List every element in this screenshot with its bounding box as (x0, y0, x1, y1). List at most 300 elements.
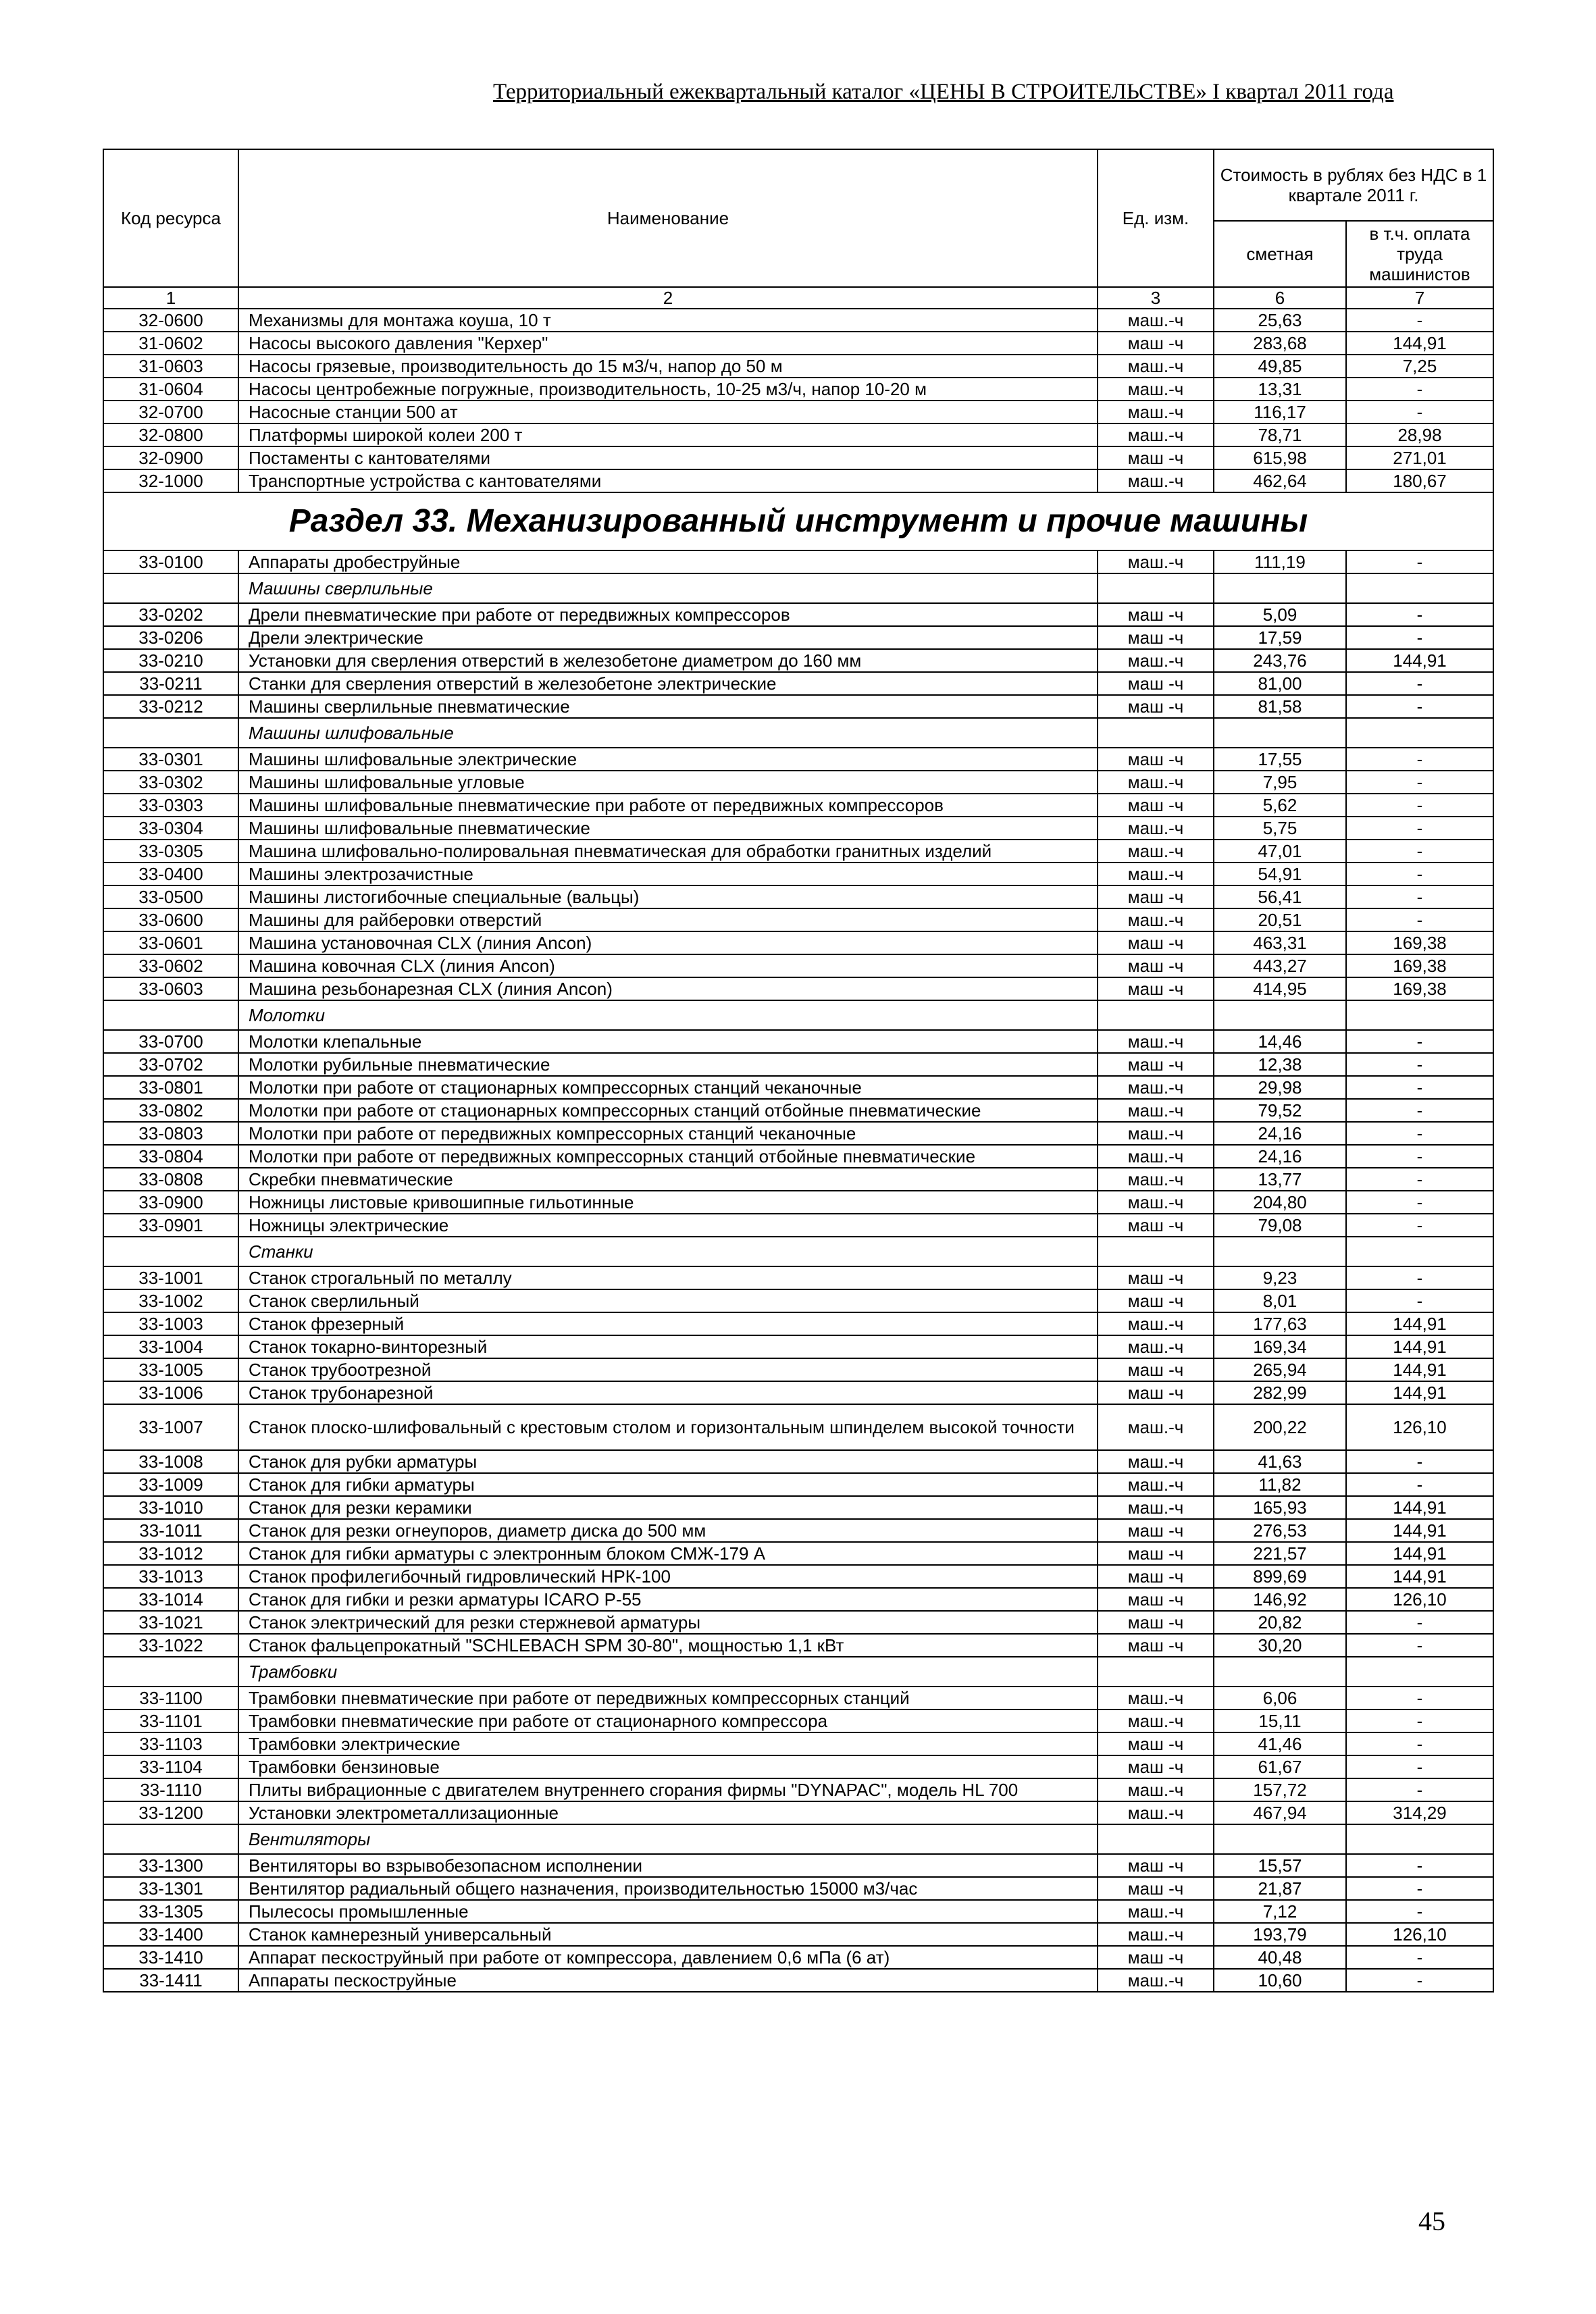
resource-code: 33-1400 (103, 1923, 238, 1946)
resource-name: Станок камнерезный универсальный (238, 1923, 1098, 1946)
unit-cell: маш.-ч (1098, 1923, 1214, 1946)
table-row (103, 748, 1493, 771)
unit-cell: маш -ч (1098, 1732, 1214, 1755)
unit-cell: маш.-ч (1098, 649, 1214, 672)
resource-code: 33-0700 (103, 1030, 238, 1053)
resource-code: 33-1301 (103, 1877, 238, 1900)
wage-cell: 144,91 (1346, 1312, 1493, 1335)
cost-cell: 24,16 (1214, 1145, 1346, 1168)
table-row (103, 378, 1493, 401)
table-row (103, 863, 1493, 885)
unit-cell: маш.-ч (1098, 1030, 1214, 1053)
unit-cell: маш -ч (1098, 1611, 1214, 1634)
cost-cell: 462,64 (1214, 469, 1346, 492)
wage-cell: - (1346, 748, 1493, 771)
wage-cell: 144,91 (1346, 332, 1493, 355)
wage-cell: - (1346, 1473, 1493, 1496)
table-row (103, 1450, 1493, 1473)
cost-cell: 79,08 (1214, 1214, 1346, 1237)
cost-cell: 56,41 (1214, 885, 1346, 908)
table-row (103, 1076, 1493, 1099)
unit-cell: маш.-ч (1098, 863, 1214, 885)
empty-cell (103, 718, 238, 748)
table-row (103, 355, 1493, 378)
resource-name: Станок плоско-шлифовальный с крестовым столом и горизонтальным шпинделем высокой точности (238, 1404, 1098, 1450)
unit-cell: маш -ч (1098, 954, 1214, 977)
resource-name: Установки для сверления отверстий в железобетоне диаметром до 160 мм (238, 649, 1098, 672)
resource-name: Молотки при работе от стационарных компрессорных станций отбойные пневматические (238, 1099, 1098, 1122)
unit-cell: маш.-ч (1098, 908, 1214, 931)
table-row (103, 954, 1493, 977)
resource-code: 33-1001 (103, 1266, 238, 1289)
resource-name: Плиты вибрационные с двигателем внутреннего сгорания фирмы "DYNAPAC", модель HL 700 (238, 1778, 1098, 1801)
unit-cell: маш -ч (1098, 977, 1214, 1000)
unit-cell: маш.-ч (1098, 550, 1214, 573)
resource-code: 33-1300 (103, 1854, 238, 1877)
resource-name: Станок профилегибочный гидровлический НРК-100 (238, 1565, 1098, 1588)
resource-name: Насосы грязевые, производительность до 15 м3/ч, напор до 50 м (238, 355, 1098, 378)
table-row (103, 1214, 1493, 1237)
wage-cell: - (1346, 626, 1493, 649)
table-row (103, 332, 1493, 355)
wage-cell: - (1346, 550, 1493, 573)
wage-cell: - (1346, 863, 1493, 885)
table-row (103, 1877, 1493, 1900)
unit-cell: маш.-ч (1098, 1687, 1214, 1709)
cost-cell: 24,16 (1214, 1122, 1346, 1145)
unit-cell: маш.-ч (1098, 1168, 1214, 1191)
wage-cell: - (1346, 1030, 1493, 1053)
subsection-row (103, 718, 1493, 748)
resource-name: Машина резьбонарезная CLX (линия Ancon) (238, 977, 1098, 1000)
wage-cell: - (1346, 1611, 1493, 1634)
table-header-row (103, 149, 1493, 221)
resource-code: 33-0302 (103, 771, 238, 794)
wage-cell: 169,38 (1346, 977, 1493, 1000)
table-row (103, 1854, 1493, 1877)
resource-name: Машины для райберовки отверстий (238, 908, 1098, 931)
cost-cell: 11,82 (1214, 1473, 1346, 1496)
resource-code: 33-0803 (103, 1122, 238, 1145)
wage-cell: 144,91 (1346, 1358, 1493, 1381)
table-row (103, 649, 1493, 672)
resource-name: Насосные станции 500 ат (238, 401, 1098, 423)
unit-cell: маш.-ч (1098, 1404, 1214, 1450)
empty-cell (1214, 1000, 1346, 1030)
cost-cell: 79,52 (1214, 1099, 1346, 1122)
resource-code: 33-0212 (103, 695, 238, 718)
column-number: 7 (1346, 287, 1493, 309)
resource-code: 31-0603 (103, 355, 238, 378)
resource-name: Машины шлифовальные электрические (238, 748, 1098, 771)
resource-name: Трамбовки пневматические при работе от передвижных компрессорных станций (238, 1687, 1098, 1709)
resource-name: Станок электрический для резки стержневой арматуры (238, 1611, 1098, 1634)
unit-cell: маш -ч (1098, 1358, 1214, 1381)
unit-cell: маш.-ч (1098, 1900, 1214, 1923)
table-row (103, 1778, 1493, 1801)
resource-code: 33-0901 (103, 1214, 238, 1237)
resource-code: 33-1007 (103, 1404, 238, 1450)
resource-name: Станок фальцепрокатный "SCHLEBACH SPM 30-80", мощностью 1,1 кВт (238, 1634, 1098, 1657)
subsection-row (103, 1000, 1493, 1030)
header-wage: в т.ч. оплата труда машинистов (1346, 221, 1493, 287)
wage-cell: - (1346, 1732, 1493, 1755)
wage-cell: - (1346, 309, 1493, 332)
catalog-header: Территориальный ежеквартальный каталог «ЦЕНЫ В СТРОИТЕЛЬСТВЕ» I квартал 2011 года (493, 80, 1394, 104)
wage-cell: - (1346, 771, 1493, 794)
table-row (103, 401, 1493, 423)
unit-cell: маш.-ч (1098, 1778, 1214, 1801)
resource-code: 33-0601 (103, 931, 238, 954)
unit-cell: маш -ч (1098, 1588, 1214, 1611)
unit-cell: маш.-ч (1098, 378, 1214, 401)
table-row (103, 1335, 1493, 1358)
empty-cell (1346, 718, 1493, 748)
wage-cell: 144,91 (1346, 1335, 1493, 1358)
cost-cell: 146,92 (1214, 1588, 1346, 1611)
wage-cell: - (1346, 1755, 1493, 1778)
table-row (103, 1496, 1493, 1519)
empty-cell (103, 1000, 238, 1030)
header-name: Наименование (238, 149, 1098, 287)
resource-name: Станок трубоотрезной (238, 1358, 1098, 1381)
wage-cell: - (1346, 794, 1493, 817)
unit-cell: маш -ч (1098, 1877, 1214, 1900)
cost-cell: 157,72 (1214, 1778, 1346, 1801)
resource-code: 33-0211 (103, 672, 238, 695)
resource-code: 33-1011 (103, 1519, 238, 1542)
resource-code: 33-1021 (103, 1611, 238, 1634)
wage-cell: - (1346, 1687, 1493, 1709)
unit-cell: маш.-ч (1098, 1122, 1214, 1145)
table-row (103, 423, 1493, 446)
cost-cell: 177,63 (1214, 1312, 1346, 1335)
table-row (103, 1289, 1493, 1312)
table-row (103, 672, 1493, 695)
resource-name: Ножницы листовые кривошипные гильотинные (238, 1191, 1098, 1214)
unit-cell: маш.-ч (1098, 1312, 1214, 1335)
resource-name: Станок для гибки арматуры (238, 1473, 1098, 1496)
wage-cell: 314,29 (1346, 1801, 1493, 1824)
cost-cell: 61,67 (1214, 1755, 1346, 1778)
header-cost-group: Стоимость в рублях без НДС в 1 квартале 2011 г. (1214, 149, 1493, 221)
cost-cell: 20,82 (1214, 1611, 1346, 1634)
column-number: 6 (1214, 287, 1346, 309)
cost-cell: 111,19 (1214, 550, 1346, 573)
table-row (103, 1519, 1493, 1542)
resource-code: 33-0210 (103, 649, 238, 672)
resource-code: 33-0804 (103, 1145, 238, 1168)
resource-name: Станок для резки керамики (238, 1496, 1098, 1519)
resource-name: Вентилятор радиальный общего назначения, производительностью 15000 м3/час (238, 1877, 1098, 1900)
unit-cell: маш -ч (1098, 1565, 1214, 1588)
wage-cell: - (1346, 1854, 1493, 1877)
resource-code: 33-1013 (103, 1565, 238, 1588)
unit-cell: маш.-ч (1098, 309, 1214, 332)
cost-cell: 443,27 (1214, 954, 1346, 977)
wage-cell: - (1346, 672, 1493, 695)
subsection-title: Вентиляторы (238, 1824, 1098, 1854)
table-row (103, 1312, 1493, 1335)
cost-cell: 116,17 (1214, 401, 1346, 423)
resource-name: Транспортные устройства с кантователями (238, 469, 1098, 492)
resource-code: 33-0600 (103, 908, 238, 931)
table-row (103, 885, 1493, 908)
resource-code: 33-1022 (103, 1634, 238, 1657)
resource-code: 33-0301 (103, 748, 238, 771)
wage-cell: 169,38 (1346, 954, 1493, 977)
resource-name: Вентиляторы во взрывобезопасном исполнении (238, 1854, 1098, 1877)
resource-name: Пылесосы промышленные (238, 1900, 1098, 1923)
table-row (103, 1801, 1493, 1824)
table-row (103, 931, 1493, 954)
resource-code: 31-0604 (103, 378, 238, 401)
resource-name: Станок фрезерный (238, 1312, 1098, 1335)
empty-cell (1098, 1237, 1214, 1266)
page-number: 45 (1418, 2206, 1445, 2236)
subsection-row (103, 573, 1493, 603)
cost-cell: 25,63 (1214, 309, 1346, 332)
empty-cell (103, 573, 238, 603)
resource-code: 33-0603 (103, 977, 238, 1000)
column-number: 1 (103, 287, 238, 309)
column-number: 2 (238, 287, 1098, 309)
resource-code: 33-1410 (103, 1946, 238, 1969)
cost-cell: 5,75 (1214, 817, 1346, 840)
resource-name: Молотки рубильные пневматические (238, 1053, 1098, 1076)
subsection-title: Молотки (238, 1000, 1098, 1030)
resource-code: 33-0303 (103, 794, 238, 817)
wage-cell: - (1346, 1214, 1493, 1237)
section-title: Раздел 33. Механизированный инструмент и прочие машины (103, 492, 1493, 550)
resource-name: Трамбовки бензиновые (238, 1755, 1098, 1778)
resource-code: 33-1005 (103, 1358, 238, 1381)
cost-cell: 193,79 (1214, 1923, 1346, 1946)
table-row (103, 1969, 1493, 1992)
wage-cell: - (1346, 817, 1493, 840)
unit-cell: маш.-ч (1098, 355, 1214, 378)
resource-name: Молотки при работе от стационарных компрессорных станций чеканочные (238, 1076, 1098, 1099)
wage-cell: - (1346, 1450, 1493, 1473)
subsection-row (103, 1824, 1493, 1854)
resource-code: 33-1012 (103, 1542, 238, 1565)
resource-name: Дрели пневматические при работе от передвижных компрессоров (238, 603, 1098, 626)
unit-cell: маш.-ч (1098, 1076, 1214, 1099)
cost-cell: 8,01 (1214, 1289, 1346, 1312)
unit-cell: маш.-ч (1098, 771, 1214, 794)
table-row (103, 1030, 1493, 1053)
resource-name: Установки электрометаллизационные (238, 1801, 1098, 1824)
table-row (103, 1473, 1493, 1496)
wage-cell: - (1346, 1053, 1493, 1076)
resource-code: 33-1100 (103, 1687, 238, 1709)
resource-name: Станок трубонарезной (238, 1381, 1098, 1404)
empty-cell (1214, 1237, 1346, 1266)
unit-cell: маш -ч (1098, 1381, 1214, 1404)
table-row (103, 309, 1493, 332)
cost-cell: 20,51 (1214, 908, 1346, 931)
unit-cell: маш -ч (1098, 748, 1214, 771)
table-row (103, 1687, 1493, 1709)
resource-name: Машины электрозачистные (238, 863, 1098, 885)
cost-cell: 47,01 (1214, 840, 1346, 863)
table-row (103, 446, 1493, 469)
resource-code: 33-1411 (103, 1969, 238, 1992)
cost-cell: 78,71 (1214, 423, 1346, 446)
unit-cell: маш.-ч (1098, 469, 1214, 492)
unit-cell: маш -ч (1098, 1634, 1214, 1657)
cost-cell: 467,94 (1214, 1801, 1346, 1824)
unit-cell: маш.-ч (1098, 401, 1214, 423)
subsection-title: Машины шлифовальные (238, 718, 1098, 748)
unit-cell: маш -ч (1098, 446, 1214, 469)
resource-code: 33-0702 (103, 1053, 238, 1076)
resource-name: Аппараты пескоструйные (238, 1969, 1098, 1992)
resource-code: 33-1008 (103, 1450, 238, 1473)
empty-cell (103, 1657, 238, 1687)
unit-cell: маш -ч (1098, 885, 1214, 908)
resource-code: 32-0800 (103, 423, 238, 446)
subsection-title: Машины сверлильные (238, 573, 1098, 603)
table-row (103, 1923, 1493, 1946)
resource-name: Постаменты с кантователями (238, 446, 1098, 469)
unit-cell: маш.-ч (1098, 1335, 1214, 1358)
wage-cell: - (1346, 1266, 1493, 1289)
table-row (103, 794, 1493, 817)
column-number: 3 (1098, 287, 1214, 309)
resource-name: Молотки клепальные (238, 1030, 1098, 1053)
resource-code: 33-0305 (103, 840, 238, 863)
cost-cell: 204,80 (1214, 1191, 1346, 1214)
cost-cell: 5,62 (1214, 794, 1346, 817)
empty-cell (1098, 1000, 1214, 1030)
cost-cell: 21,87 (1214, 1877, 1346, 1900)
unit-cell: маш -ч (1098, 1214, 1214, 1237)
table-row (103, 1404, 1493, 1450)
table-row (103, 817, 1493, 840)
wage-cell: - (1346, 1969, 1493, 1992)
cost-cell: 29,98 (1214, 1076, 1346, 1099)
resource-name: Машины шлифовальные угловые (238, 771, 1098, 794)
price-table (103, 149, 1494, 1992)
resource-name: Насосы центробежные погружные, производительность, 10-25 м3/ч, напор 10-20 м (238, 378, 1098, 401)
cost-cell: 282,99 (1214, 1381, 1346, 1404)
table-row (103, 1053, 1493, 1076)
resource-code: 32-0600 (103, 309, 238, 332)
cost-cell: 7,95 (1214, 771, 1346, 794)
cost-cell: 265,94 (1214, 1358, 1346, 1381)
resource-code: 33-0202 (103, 603, 238, 626)
resource-code: 32-0900 (103, 446, 238, 469)
wage-cell: - (1346, 1634, 1493, 1657)
empty-cell (1098, 718, 1214, 748)
wage-cell: - (1346, 885, 1493, 908)
resource-name: Молотки при работе от передвижных компрессорных станций отбойные пневматические (238, 1145, 1098, 1168)
resource-code: 31-0602 (103, 332, 238, 355)
unit-cell: маш.-ч (1098, 423, 1214, 446)
wage-cell: - (1346, 1709, 1493, 1732)
table-row (103, 1946, 1493, 1969)
resource-name: Дрели электрические (238, 626, 1098, 649)
wage-cell: - (1346, 1122, 1493, 1145)
unit-cell: маш -ч (1098, 1946, 1214, 1969)
resource-code: 33-1110 (103, 1778, 238, 1801)
table-row (103, 1732, 1493, 1755)
unit-cell: маш.-ч (1098, 1191, 1214, 1214)
table-row (103, 1709, 1493, 1732)
cost-cell: 13,77 (1214, 1168, 1346, 1191)
wage-cell: 169,38 (1346, 931, 1493, 954)
wage-cell: 144,91 (1346, 1496, 1493, 1519)
unit-cell: маш.-ч (1098, 1473, 1214, 1496)
empty-cell (1346, 1237, 1493, 1266)
resource-name: Машина ковочная CLX (линия Ancon) (238, 954, 1098, 977)
wage-cell: - (1346, 603, 1493, 626)
wage-cell: - (1346, 1900, 1493, 1923)
wage-cell: - (1346, 1191, 1493, 1214)
cost-cell: 81,58 (1214, 695, 1346, 718)
wage-cell: - (1346, 1099, 1493, 1122)
resource-name: Машины шлифовальные пневматические при работе от передвижных компрессоров (238, 794, 1098, 817)
empty-cell (1214, 1657, 1346, 1687)
table-row (103, 1266, 1493, 1289)
resource-name: Станок для резки огнеупоров, диаметр диска до 500 мм (238, 1519, 1098, 1542)
cost-cell: 10,60 (1214, 1969, 1346, 1992)
resource-code: 33-0900 (103, 1191, 238, 1214)
table-row (103, 1611, 1493, 1634)
wage-cell: - (1346, 695, 1493, 718)
cost-cell: 283,68 (1214, 332, 1346, 355)
resource-name: Аппараты дробеструйные (238, 550, 1098, 573)
cost-cell: 41,46 (1214, 1732, 1346, 1755)
unit-cell: маш -ч (1098, 1266, 1214, 1289)
empty-cell (1214, 718, 1346, 748)
table-row (103, 977, 1493, 1000)
cost-cell: 899,69 (1214, 1565, 1346, 1588)
resource-name: Ножницы электрические (238, 1214, 1098, 1237)
wage-cell: 144,91 (1346, 1565, 1493, 1588)
unit-cell: маш -ч (1098, 794, 1214, 817)
cost-cell: 17,59 (1214, 626, 1346, 649)
unit-cell: маш -ч (1098, 672, 1214, 695)
resource-code: 33-1014 (103, 1588, 238, 1611)
wage-cell: - (1346, 1877, 1493, 1900)
wage-cell: - (1346, 840, 1493, 863)
resource-code: 33-0206 (103, 626, 238, 649)
resource-name: Насосы высокого давления "Керхер" (238, 332, 1098, 355)
table-row (103, 840, 1493, 863)
resource-code: 32-1000 (103, 469, 238, 492)
cost-cell: 276,53 (1214, 1519, 1346, 1542)
table-row (103, 695, 1493, 718)
wage-cell: - (1346, 1289, 1493, 1312)
unit-cell: маш.-ч (1098, 1145, 1214, 1168)
wage-cell: - (1346, 1145, 1493, 1168)
wage-cell: 144,91 (1346, 1381, 1493, 1404)
resource-name: Молотки при работе от передвижных компрессорных станций чеканочные (238, 1122, 1098, 1145)
unit-cell: маш -ч (1098, 931, 1214, 954)
table-row (103, 550, 1493, 573)
resource-code: 33-0100 (103, 550, 238, 573)
resource-code: 33-0801 (103, 1076, 238, 1099)
unit-cell: маш.-ч (1098, 1099, 1214, 1122)
wage-cell: 126,10 (1346, 1404, 1493, 1450)
resource-code: 33-0808 (103, 1168, 238, 1191)
resource-code: 33-1104 (103, 1755, 238, 1778)
column-number-row (103, 287, 1493, 309)
resource-code: 33-0802 (103, 1099, 238, 1122)
cost-cell: 200,22 (1214, 1404, 1346, 1450)
